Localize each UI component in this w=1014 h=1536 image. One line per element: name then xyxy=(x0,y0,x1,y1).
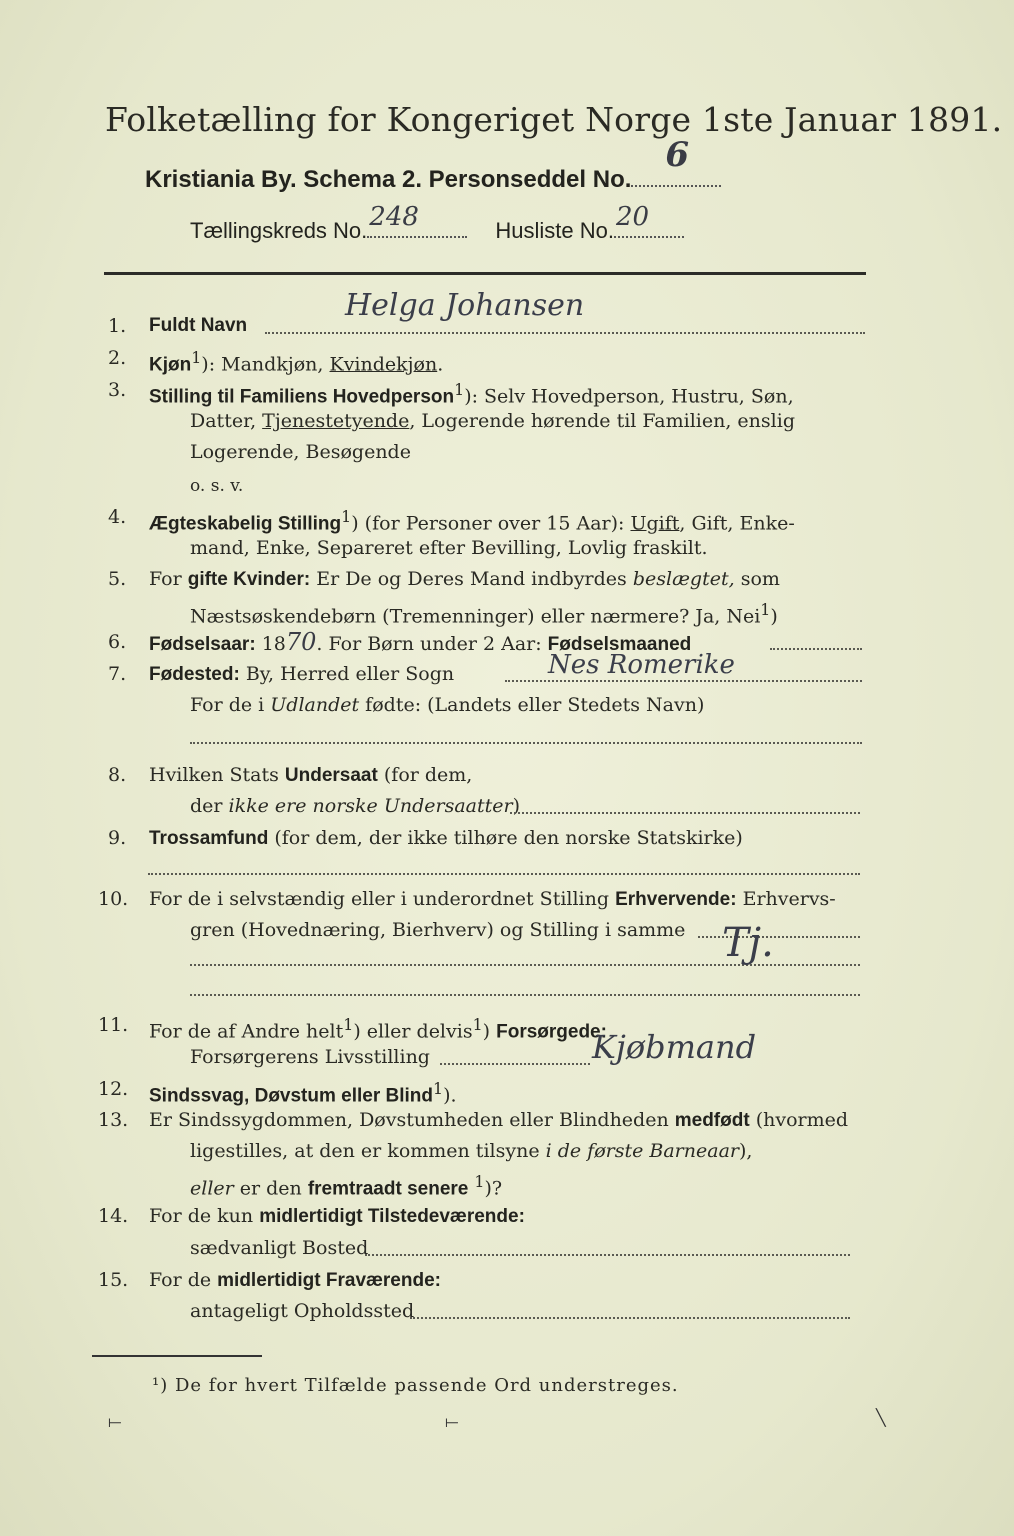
field-6-prefix: 18 xyxy=(255,633,286,655)
registration-mark-center: ⟝ xyxy=(445,1412,459,1431)
field-10-line-2-text: gren (Hovednæring, Bierhverv) og Stilling i samme xyxy=(190,919,686,941)
husliste-number: 20 xyxy=(616,202,650,232)
registration-mark-left: ⟝ xyxy=(108,1412,122,1431)
field-14-label: midlertidigt Tilstedeværende: xyxy=(259,1206,525,1227)
field-15-line-2-text: antageligt Opholdssted xyxy=(190,1300,415,1322)
field-2-text: Kjøn$^1$): Mandkjøn, Kvindekjøn. xyxy=(149,348,444,376)
field-4-line-1: Ægteskabelig Stilling$^1$) (for Personer over 15 Aar): Ugift, Gift, Enke- xyxy=(149,507,795,535)
field-7-line xyxy=(149,662,454,687)
field-5-line-1c: som xyxy=(734,568,780,590)
field-8-label: Undersaat xyxy=(284,765,378,786)
field-4-selected: Ugift xyxy=(630,512,680,535)
field-8-line-2-text: der ikke ere norske Undersaatter) xyxy=(190,795,520,817)
field-13-line-2b: i de første Barneaar xyxy=(545,1140,739,1162)
field-5-label: gifte Kvinder: xyxy=(187,569,311,590)
field-12-number: 12. xyxy=(98,1078,129,1100)
field-11-line-1c: ) xyxy=(482,1020,497,1043)
krets-line xyxy=(190,202,684,244)
field-10-line-1 xyxy=(149,887,836,912)
field-11-number: 11. xyxy=(98,1014,129,1036)
field-11-label: Forsørgede: xyxy=(496,1021,607,1043)
field-10-number: 10. xyxy=(98,888,129,910)
field-8-number: 8. xyxy=(108,764,127,786)
field-11-line-2-text: Forsørgerens Livsstilling xyxy=(190,1046,430,1068)
field-13-line-2a: ligestilles, at den er kommen tilsyne xyxy=(190,1140,546,1162)
field-3-line-2-text xyxy=(190,409,795,433)
field-15-label: midlertidigt Fraværende: xyxy=(217,1270,441,1291)
field-15-line-1 xyxy=(149,1268,441,1293)
field-7-line-2-text xyxy=(190,693,704,717)
field-1-label: Fuldt Navn xyxy=(149,315,248,336)
field-8-line-2a: der xyxy=(190,795,229,817)
husliste-label: Husliste No. xyxy=(495,218,614,243)
field-14-dots xyxy=(365,1254,850,1256)
schema-line-text: Kristiania By. Schema 2. Personseddel No. xyxy=(145,166,632,193)
field-13-line-3c: fremtraadt senere xyxy=(307,1178,469,1200)
header-rule xyxy=(104,272,866,275)
field-3-line-4-text: o. s. v. xyxy=(190,476,244,496)
husliste-dots xyxy=(614,202,684,238)
field-9-rest: (for dem, der ikke tilhøre den norske Statskirke) xyxy=(268,827,743,849)
personseddel-dots xyxy=(631,135,721,187)
field-7-number: 7. xyxy=(108,663,127,685)
krets-label: Tællingskreds No. xyxy=(190,218,368,243)
field-3-line-1: Stilling til Familiens Hovedperson$^1$): Selv Hovedperson, Hustru, Søn, xyxy=(149,380,794,408)
field-10-line-1b: Erhvervs- xyxy=(736,888,836,910)
field-6-rest: . For Børn under 2 Aar: xyxy=(316,633,548,655)
field-8-line-1 xyxy=(149,763,472,788)
field-11-value: Kjøbmand xyxy=(592,1028,757,1066)
registration-mark-right: ╲ xyxy=(876,1408,886,1427)
field-7-line-2b: Udlandet xyxy=(270,694,360,716)
field-15-dots xyxy=(410,1317,850,1319)
field-2-selected: Kvindekjøn xyxy=(329,353,438,376)
field-1-number: 1. xyxy=(108,315,127,337)
field-6-rest-bold: Fødselsmaaned xyxy=(547,634,692,655)
field-8-line-2b: ikke ere norske Undersaatter xyxy=(228,795,513,817)
field-13-line-3a: eller xyxy=(190,1177,234,1200)
field-7-value: Nes Romerike xyxy=(548,650,735,680)
field-4-number: 4. xyxy=(108,506,127,528)
form-title-text: Folketælling for Kongeriget Norge 1ste Januar 1891. xyxy=(105,100,1003,139)
field-5-number: 5. xyxy=(108,568,127,590)
footnote-rule xyxy=(92,1355,262,1357)
field-10-label: Erhvervende: xyxy=(615,889,737,910)
field-6-year: 70 xyxy=(285,628,317,656)
field-1-value: Helga Johansen xyxy=(345,288,585,323)
field-7-rest: By, Herred eller Sogn xyxy=(239,663,455,685)
field-4-line-1a: ) (for Personer over 15 Aar): xyxy=(351,512,631,535)
field-13-line-1 xyxy=(149,1108,848,1133)
krets-dots xyxy=(367,202,467,238)
field-9-label: Trossamfund xyxy=(149,828,269,849)
field-2-number: 2. xyxy=(108,347,127,369)
field-11-line-1a: For de af Andre helt xyxy=(149,1020,344,1043)
field-8-line-1b: (for dem, xyxy=(377,764,473,786)
field-10-dots-3 xyxy=(190,994,860,996)
field-4-line-2-text: mand, Enke, Separeret efter Bevilling, Lovlig fraskilt. xyxy=(190,537,708,559)
footnote: ¹) De for hvert Tilfælde passende Ord understreges. xyxy=(152,1375,679,1396)
field-5-line-1 xyxy=(149,567,780,592)
field-15-line-1a: For de xyxy=(149,1269,218,1291)
field-3-line-3-text: Logerende, Besøgende xyxy=(190,441,411,463)
field-13-line-2-text: ligestilles, at den er kommen tilsyne i de første Barneaar), xyxy=(190,1140,753,1162)
field-4-line-1b: , Gift, Enke- xyxy=(679,512,795,535)
field-15-number: 15. xyxy=(98,1269,129,1291)
field-7-label: Fødested: xyxy=(149,664,240,685)
field-13-label: medfødt xyxy=(674,1110,750,1131)
field-11-line-1b: ) eller delvis xyxy=(353,1020,473,1043)
field-6-dots xyxy=(770,648,862,650)
field-7-line-2a: For de i xyxy=(190,694,271,716)
field-3-selected: Tjenestetyende xyxy=(262,410,410,432)
field-10-line-1a: For de i selvstændig eller i underordnet Stilling xyxy=(149,888,616,910)
field-3-number: 3. xyxy=(108,379,127,401)
field-1-dots xyxy=(265,332,865,334)
field-2-label: Kjøn xyxy=(149,354,192,376)
field-7-line-2c: fødte: (Landets eller Stedets Navn) xyxy=(359,694,705,716)
field-3-label: Stilling til Familiens Hovedperson xyxy=(149,386,455,408)
field-3-line-1-text: ): Selv Hovedperson, Hustru, Søn, xyxy=(464,385,794,408)
personseddel-number: 6 xyxy=(665,135,690,175)
field-5-line-2-content: Næstsøskendebørn (Tremenninger) eller nærmere? Ja, Nei xyxy=(190,605,761,628)
field-4-label: Ægteskabelig Stilling xyxy=(149,513,342,535)
field-3-line-2a: Datter, xyxy=(190,410,263,432)
field-13-line-1b: (hvormed xyxy=(749,1109,849,1131)
field-14-line-2-text: sædvanligt Bosted xyxy=(190,1237,369,1259)
krets-number: 248 xyxy=(369,202,419,232)
field-14-number: 14. xyxy=(98,1205,129,1227)
field-13-line-3-text: eller er den fremtraadt senere $^1$)? xyxy=(190,1172,503,1200)
field-14-line-1 xyxy=(149,1204,525,1229)
field-3-line-2b: , Logerende hørende til Familien, enslig xyxy=(409,410,795,432)
field-2-rest: ): Mandkjøn, xyxy=(201,353,330,376)
field-12-line: Sindssvag, Døvstum eller Blind$^1$). xyxy=(149,1079,457,1107)
field-8-dots xyxy=(510,812,860,814)
field-7-dots xyxy=(505,680,862,682)
field-9-dots xyxy=(148,873,860,875)
field-13-line-1a: Er Sindssygdommen, Døvstumheden eller Blindheden xyxy=(149,1109,675,1131)
field-6-label: Fødselsaar: xyxy=(149,634,256,655)
field-13-number: 13. xyxy=(98,1109,129,1131)
field-12-label: Sindssvag, Døvstum eller Blind xyxy=(149,1085,434,1107)
field-9-line xyxy=(149,826,743,851)
field-7-dots-2 xyxy=(190,742,862,744)
schema-line xyxy=(145,135,721,194)
form-title xyxy=(105,100,1003,139)
field-9-number: 9. xyxy=(108,827,127,849)
field-14-line-1a: For de kun xyxy=(149,1205,260,1227)
field-5-label-prefix: For xyxy=(149,568,188,590)
field-5-line-1a: Er De og Deres Mand indbyrdes xyxy=(310,568,633,590)
field-11-line-1: For de af Andre helt$^1$) eller delvis$^1$) Forsørgede: xyxy=(149,1015,607,1043)
field-10-value: Tj. xyxy=(722,920,774,966)
field-5-line-1b: beslægtet, xyxy=(632,568,735,590)
field-8-line-1a: Hvilken Stats xyxy=(149,764,285,786)
field-5-line-2-text: Næstsøskendebørn (Tremenninger) eller nærmere? Ja, Nei$^1$) xyxy=(190,600,778,628)
field-6-number: 6. xyxy=(108,631,127,653)
field-11-dots xyxy=(440,1063,590,1065)
field-13-line-3b: er den xyxy=(233,1177,308,1200)
